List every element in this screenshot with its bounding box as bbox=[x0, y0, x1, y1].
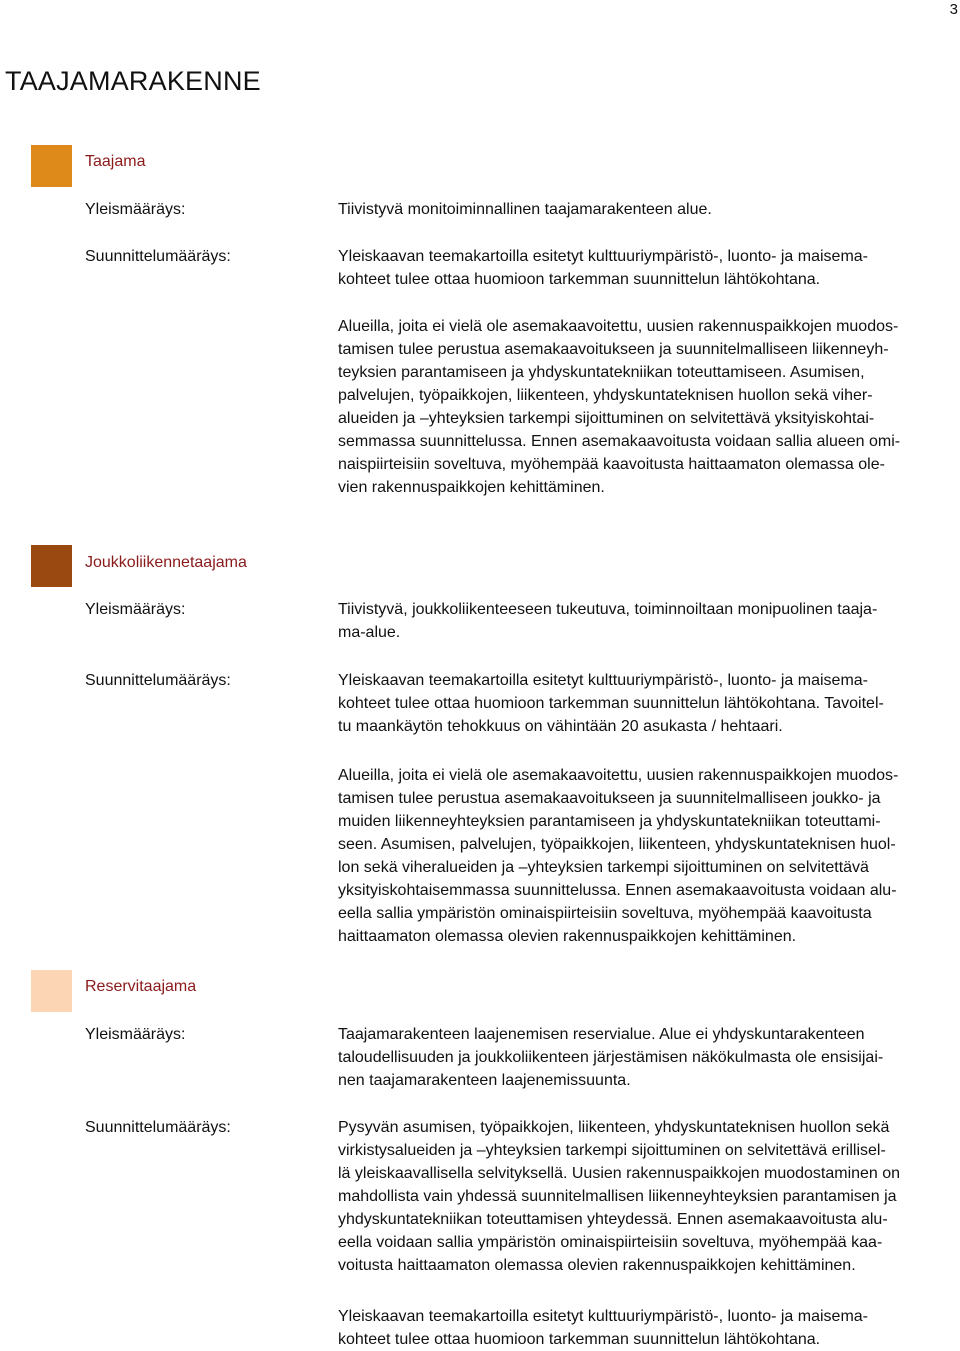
suunnittelumaarays-paragraph: Pysyvän asumisen, työpaikkojen, liikenteen, yhdyskuntateknisen huollon sekä virkistysalueiden ja –yhteyksien tarkempi sijoittuminen on selvitettävä erillisel- lä yleiskaavallisella selvityksellä. Uusien rakennuspaikkojen muodostaminen on mahdollista vain yhdessä suunnitelmallisen liikenneyhteyksien parantamisen ja yhdyskuntatekniikan toteuttamisen yhteydessä. Ennen asemakaavoitusta alu- eella voidaan sallia ympäristön ominaispiirteisiin soveltuva, myöhempää kaa- voitusta haittaamaton olemassa olevien rakennuspaikkojen kehittäminen. bbox=[338, 1119, 901, 1274]
suunnittelumaarays-paragraph: Yleiskaavan teemakartoilla esitetyt kulttuuriympäristö-, luonto- ja maisema- kohteet tulee ottaa huomioon tarkemman suunnittelun lähtökohtana. bbox=[338, 248, 868, 288]
yleismaarays-text: Taajamarakenteen laajenemisen reservialue. Alue ei yhdyskuntarakenteen taloudellisuuden ja joukkoliikenteen järjestämisen näkökulmasta ole ensisijai- nen taajamarakenteen laajenemissuunta. bbox=[338, 1026, 884, 1089]
legend-swatch-taajama bbox=[31, 145, 72, 187]
section-title-joukkoliikennetaajama: Joukkoliikennetaajama bbox=[85, 554, 247, 571]
page-number: 3 bbox=[949, 1, 958, 18]
suunnittelumaarays-label: Suunnittelumääräys: bbox=[85, 672, 231, 689]
suunnittelumaarays-paragraph: Yleiskaavan teemakartoilla esitetyt kulttuuriympäristö-, luonto- ja maisema- kohteet tulee ottaa huomioon tarkemman suunnittelun lähtökohtana. Tavoitel- tu maankäytön tehokkuus on vähintään 20 asukasta / hehtaari. bbox=[338, 672, 884, 735]
suunnittelumaarays-label: Suunnittelumääräys: bbox=[85, 248, 231, 265]
yleismaarays-label: Yleismääräys: bbox=[85, 1026, 186, 1043]
section-title-reservitaajama: Reservitaajama bbox=[85, 978, 197, 995]
page-title: TAAJAMARAKENNE bbox=[5, 66, 261, 96]
suunnittelumaarays-paragraph: Alueilla, joita ei vielä ole asemakaavoitettu, uusien rakennuspaikkojen muodos- tamisen tulee perustua asemakaavoitukseen ja suunnitelmalliseen joukko- ja muiden liikenneyhteyksien parantamiseen ja yhdyskuntatekniikan toteuttami- seen. Asumisen, palvelujen, työpaikkojen, liikenteen, yhdyskuntateknisen huol- lon sekä viheralueiden ja –yhteyksien tarkempi sijoittuminen on selvitettävä yksityiskohtaisemmassa suunnittelussa. Ennen asemakaavoitusta voidaan alu- eella sallia ympäristön ominaispiirteisiin soveltuva, myöhempää kaavoitusta haittaamaton olemassa olevien rakennuspaikkojen kehittäminen. bbox=[338, 767, 899, 945]
suunnittelumaarays-label: Suunnittelumääräys: bbox=[85, 1119, 231, 1136]
yleismaarays-text: Tiivistyvä monitoiminnallinen taajamarakenteen alue. bbox=[338, 201, 712, 218]
yleismaarays-label: Yleismääräys: bbox=[85, 201, 186, 218]
yleismaarays-label: Yleismääräys: bbox=[85, 601, 186, 618]
legend-swatch-joukkoliikennetaajama bbox=[31, 545, 72, 587]
suunnittelumaarays-paragraph: Yleiskaavan teemakartoilla esitetyt kulttuuriympäristö-, luonto- ja maisema- kohteet tulee ottaa huomioon tarkemman suunnittelun lähtökohtana. bbox=[338, 1308, 868, 1348]
legend-swatch-reservitaajama bbox=[31, 970, 72, 1012]
section-title-taajama: Taajama bbox=[85, 153, 146, 170]
suunnittelumaarays-paragraph: Alueilla, joita ei vielä ole asemakaavoitettu, uusien rakennuspaikkojen muodos- tamisen tulee perustua asemakaavoitukseen ja suunnitelmalliseen liikenneyh- teyksien parantamiseen ja yhdyskuntatekniikan toteuttamiseen. Asumisen, palvelujen, työpaikkojen, liikenteen, yhdyskuntateknisen huollon sekä viher- alueiden ja –yhteyksien tarkempi sijoittuminen on selvitettävä yksityiskohtai- semmassa suunnittelussa. Ennen asemakaavoitusta voidaan sallia alueen omi- naispiirteisiin soveltuva, myöhempää kaavoitusta haittaamaton olemassa ole- vien rakennuspaikkojen kehittäminen. bbox=[338, 318, 901, 496]
yleismaarays-text: Tiivistyvä, joukkoliikenteeseen tukeutuva, toiminnoiltaan monipuolinen taaja- ma-alue. bbox=[338, 601, 878, 641]
